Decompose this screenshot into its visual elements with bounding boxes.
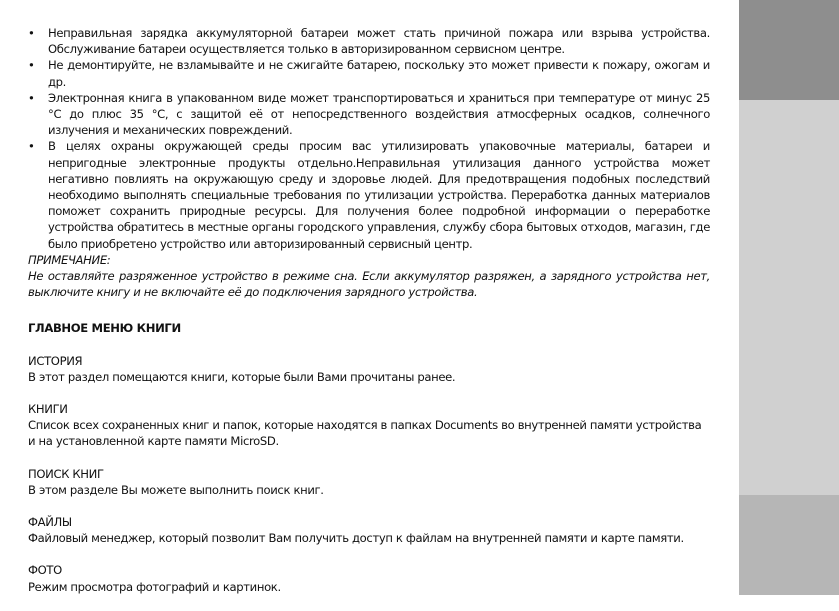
warning-text: Неправильная зарядка аккумуляторной батареи может стать причиной пожара или взрыва устройства. Обслуживание батареи осуществляется только в авторизированном сервисном центре. — [48, 26, 710, 57]
side-tab-bottom — [739, 495, 839, 595]
menu-item-description: В этом разделе Вы можете выполнить поиск книг. — [28, 482, 324, 497]
menu-item-description: Файловый менеджер, который позволит Вам получить доступ к файлам на внутренней памяти и карте памяти. — [28, 531, 684, 546]
side-tab-middle — [739, 100, 839, 495]
note-title: ПРИМЕЧАНИЕ: — [28, 252, 111, 267]
warning-text: Электронная книга в упакованном виде может транспортироваться и храниться при температуре от минус 25 °С до плюс 35 °С, с защитой её от непосредственного воздействия атмосферных осадков, солнечного излучения и механических повреждений. — [48, 90, 710, 138]
menu-item-description: Режим просмотра фотографий и картинок. — [28, 579, 281, 594]
menu-item-heading: ИСТОРИЯ — [28, 353, 83, 368]
menu-item-heading: ФАЙЛЫ — [28, 515, 72, 530]
warning-item — [28, 138, 710, 251]
side-tab-top — [739, 0, 839, 100]
warning-text: В целях охраны окружающей среды просим вас утилизировать упаковочные материалы, батареи и непригодные электронные продукты отдельно.Неправильная утилизация данного устройства может негативно повлиять на окружающую среду и здоровье людей. Для предотвращения подобных последствий необходимо выполнять специальные требования по утилизации устройства. Переработка данных материалов поможет сохранить природные ресурсы. Для получения более подробной информации о переработке устройства обратитесь в местные органы городского управления, службу сбора бытовых отходов, магазин, где было приобретено устройство или авторизированный сервисный центр. — [48, 139, 710, 251]
manual-page-content — [28, 25, 710, 611]
warning-item — [28, 25, 710, 57]
warning-text: Не демонтируйте, не взламывайте и не сжигайте батарею, поскольку это может привести к пожару, ожогам и др. — [48, 58, 710, 89]
menu-item-heading: ФОТО — [28, 563, 62, 578]
warning-item — [28, 90, 710, 139]
note-text: Не оставляйте разряженное устройство в режиме сна. Если аккумулятор разряжен, а зарядного устройства нет, выключите книгу и не включайте её до подключения зарядного устройства. — [28, 269, 710, 300]
warning-item — [28, 57, 710, 89]
menu-item-heading: КНИГИ — [28, 402, 68, 417]
menu-item-heading: ПОИСК КНИГ — [28, 466, 104, 481]
menu-item-description: В этот раздел помещаются книги, которые были Вами прочитаны ранее. — [28, 369, 456, 384]
section-title: ГЛАВНОЕ МЕНЮ КНИГИ — [28, 321, 181, 336]
bullet-icon: • — [28, 139, 35, 154]
menu-item-description: Список всех сохраненных книг и папок, которые находятся в папках Documents во внутренней памяти устройства и на установленной карте памяти MicroSD. — [28, 418, 702, 449]
bullet-icon: • — [28, 90, 35, 105]
bullet-icon: • — [28, 58, 35, 73]
bullet-icon: • — [28, 26, 35, 40]
